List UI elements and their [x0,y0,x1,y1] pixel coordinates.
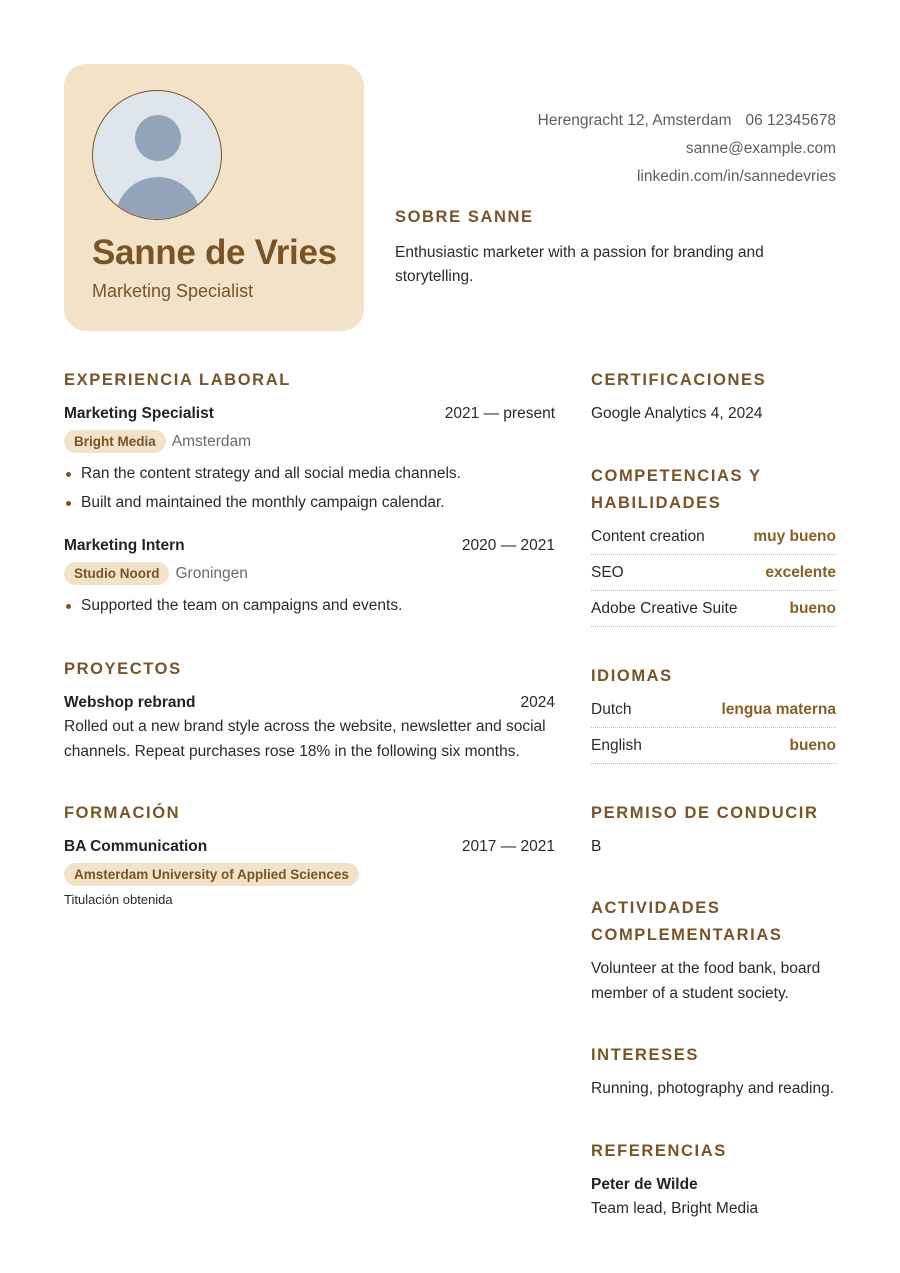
contact-address: Herengracht 12, Amsterdam [537,112,732,129]
candidate-name: Sanne de Vries [92,233,337,272]
skill-name: Content creation [591,527,705,545]
reference-name: Peter de Wilde [591,1175,698,1193]
references-heading: REFERENCIAS [591,1141,727,1160]
certifications-text: Google Analytics 4, 2024 [591,405,763,422]
certifications-section [591,367,836,427]
education-section [64,800,555,907]
interests-section [591,1042,836,1102]
skill-level: muy bueno [753,527,836,545]
school-badge: Amsterdam University of Applied Sciences [64,863,359,886]
license-text: B [591,837,602,855]
skills-section [591,463,836,627]
project-entry [64,691,555,764]
avatar-head-shape [135,115,181,161]
skill-name: SEO [591,563,624,581]
contact-linkedin[interactable]: linkedin.com/in/sannedevries [636,168,836,185]
about-section [395,204,836,289]
license-heading: PERMISO DE CONDUCIR [591,803,819,822]
projects-heading: PROYECTOS [64,660,182,678]
activities-heading: ACTIVIDADES COMPLEMENTARIAS [591,899,783,944]
degree-name: BA Communication [64,838,208,855]
skill-row [591,519,836,555]
main-column [64,367,555,907]
profile-card [64,64,364,331]
languages-section [591,663,836,764]
job-bullet: Ran the content strategy and all social media channels. [64,459,555,488]
job-dates: 2020 — 2021 [461,537,555,554]
job-role: Marketing Intern [64,537,185,554]
job-bullet: Built and maintained the monthly campaign calendar. [64,488,555,517]
contact-row-address-phone [538,107,836,135]
contact-info [538,107,836,191]
avatar-body-shape [115,177,201,220]
skill-name: Adobe Creative Suite [591,599,738,617]
skill-row [591,555,836,591]
education-note: Titulación obtenida [64,892,173,907]
job-role: Marketing Specialist [64,405,214,422]
skill-level: bueno [789,599,836,617]
about-text: Enthusiastic marketer with a passion for branding and storytelling. [395,244,764,285]
company-badge: Studio Noord [64,562,169,585]
contact-email[interactable]: sanne@example.com [685,140,836,157]
about-heading: SOBRE SANNE [395,208,534,226]
certifications-heading: CERTIFICACIONES [591,371,767,389]
language-row [591,728,836,764]
job-location: Amsterdam [171,432,252,450]
language-name: English [591,736,642,754]
language-row [591,692,836,728]
language-level: bueno [789,736,836,754]
skill-row [591,591,836,627]
job-bullet: Supported the team on campaigns and events. [64,591,555,620]
project-year: 2024 [520,694,555,711]
activities-section [591,895,836,1006]
interests-text: Running, photography and reading. [591,1080,835,1097]
project-name: Webshop rebrand [64,694,196,711]
job-bullets [64,459,555,517]
language-name: Dutch [591,700,632,718]
experience-heading: EXPERIENCIA LABORAL [64,371,291,389]
experience-entry [64,534,555,620]
avatar [92,90,222,220]
skills-heading: COMPETENCIAS Y HABILIDADES [591,466,762,512]
interests-heading: INTERESES [591,1046,699,1064]
education-heading: FORMACIÓN [64,804,181,822]
references-section [591,1138,836,1222]
candidate-title: Marketing Specialist [92,281,254,301]
job-dates: 2021 — present [444,405,555,422]
experience-section [64,367,555,620]
education-entry [64,835,555,907]
skill-level: excelente [765,563,836,581]
language-level: lengua materna [721,700,836,718]
company-badge: Bright Media [64,430,166,453]
sidebar-column [591,367,836,1222]
activities-text: Volunteer at the food bank, board member of a student society. [591,960,821,1002]
license-section [591,800,836,860]
experience-entry [64,402,555,517]
contact-phone[interactable]: 06 12345678 [745,112,836,129]
languages-heading: IDIOMAS [591,666,673,685]
job-bullets [64,591,555,620]
project-description: Rolled out a new brand style across the website, newsletter and social channels. Repeat purchases rose 18% in the following six months. [64,718,546,760]
job-location: Groningen [175,564,248,582]
education-dates: 2017 — 2021 [461,838,555,855]
projects-section [64,656,555,764]
reference-role: Team lead, Bright Media [591,1200,759,1217]
